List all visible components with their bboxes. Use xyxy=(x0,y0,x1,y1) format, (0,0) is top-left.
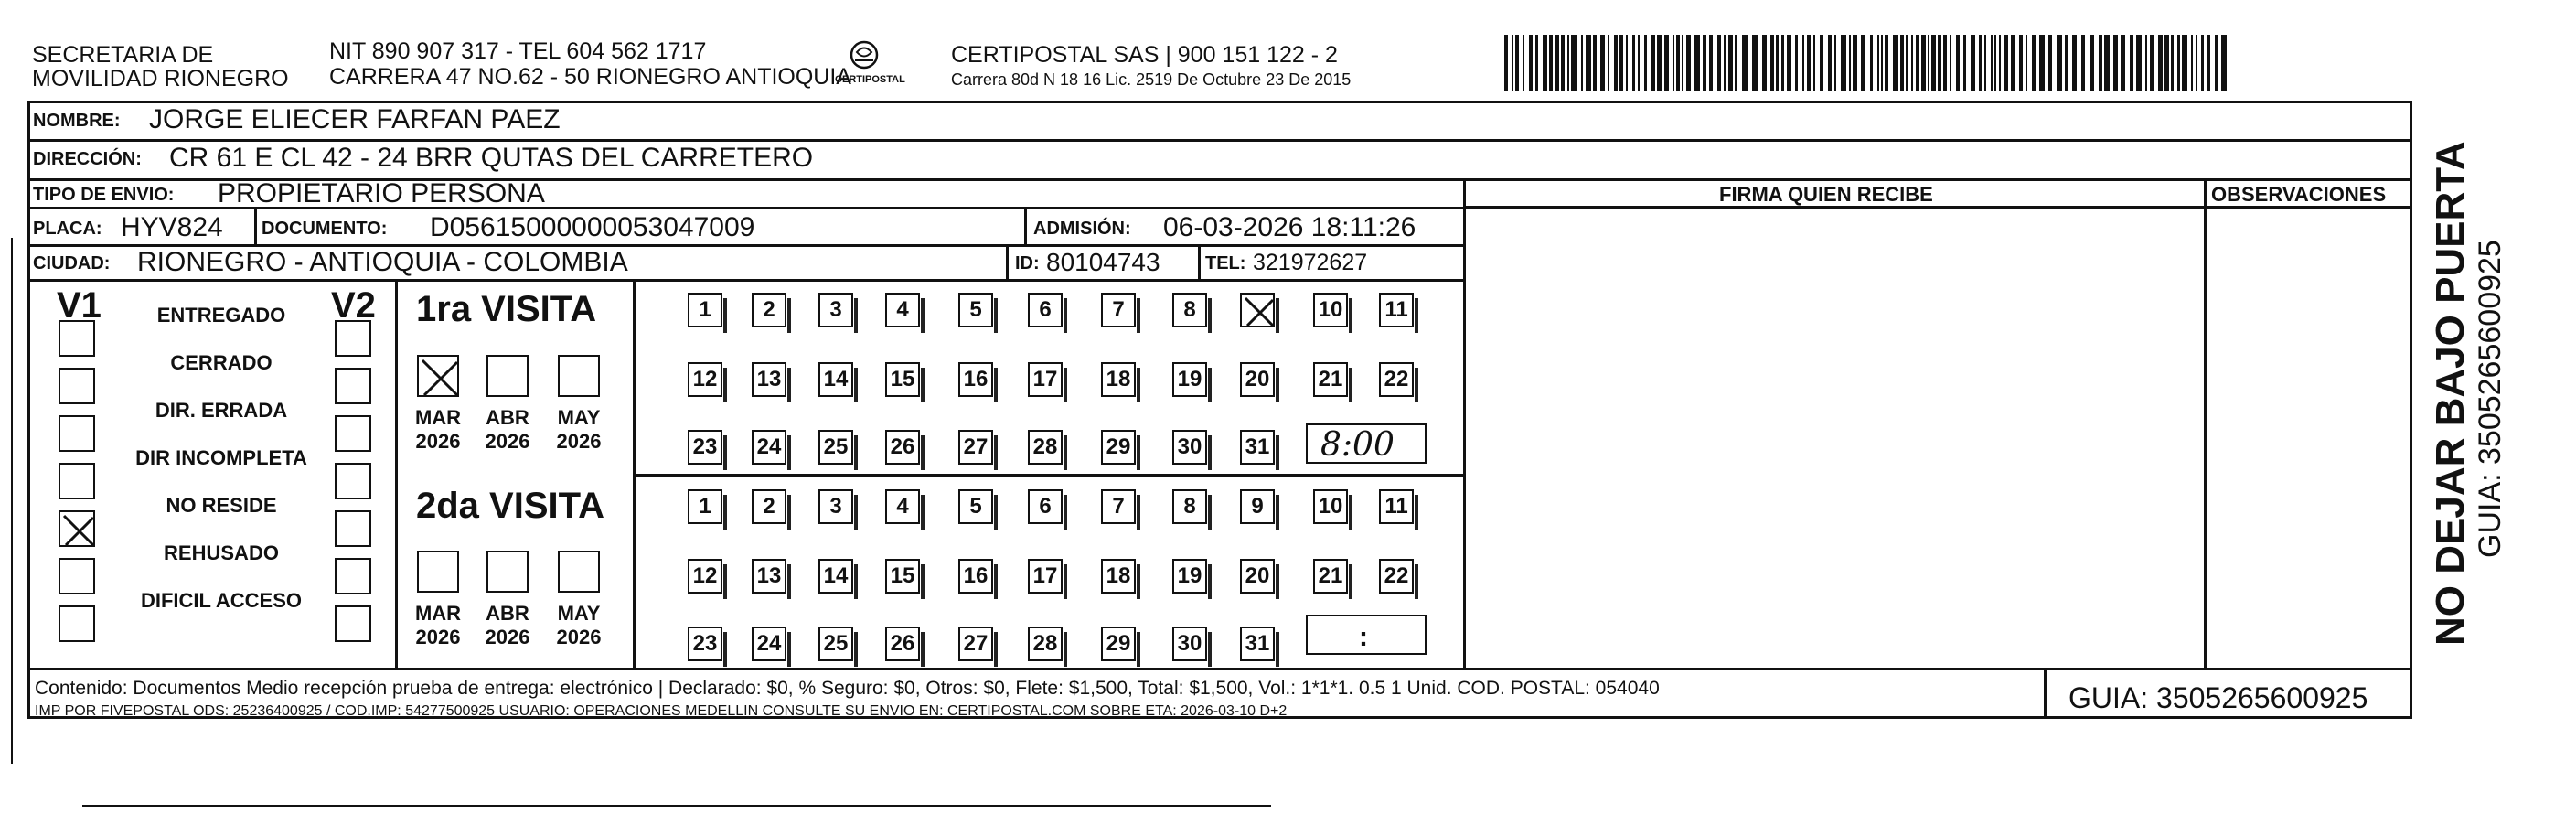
first-day-box: 24 xyxy=(752,430,786,465)
first-day-box: 28 xyxy=(1028,430,1063,465)
first-month-name: MAY xyxy=(557,406,601,429)
first-day-box: 12 xyxy=(688,362,722,397)
first-month-name: MAR xyxy=(414,406,462,429)
second-day-box: 18 xyxy=(1101,559,1136,594)
first-day-box: 2 xyxy=(752,293,786,327)
first-day-box: 22 xyxy=(1379,362,1414,397)
no-dejar-bajo-puerta: NO DEJAR BAJO PUERTA xyxy=(2428,141,2473,646)
second-day-box: 7 xyxy=(1101,489,1136,524)
second-day-box: 1 xyxy=(688,489,722,524)
city-value: RIONEGRO - ANTIOQUIA - COLOMBIA xyxy=(137,247,628,277)
edge-line xyxy=(11,238,13,764)
second-day-box: 20 xyxy=(1240,559,1275,594)
second-day-box: 10 xyxy=(1313,489,1348,524)
footer-guia: GUIA: 3505265600925 xyxy=(2068,681,2368,714)
barcode xyxy=(1504,35,2227,91)
first-day-box: 16 xyxy=(958,362,993,397)
first-month-year: 2026 xyxy=(556,430,602,453)
first-day-mark xyxy=(1242,295,1277,329)
second-day-box: 15 xyxy=(885,559,920,594)
first-day-box: 11 xyxy=(1379,293,1414,327)
second-day-box: 27 xyxy=(958,627,993,661)
status-option-label: CERRADO xyxy=(170,351,273,374)
second-day-box: 8 xyxy=(1172,489,1207,524)
guia-divider xyxy=(2044,668,2047,719)
cell-divider xyxy=(1006,244,1009,279)
second-month-name: MAY xyxy=(557,602,601,625)
second-month-year: 2026 xyxy=(485,626,530,648)
first-day-box: 13 xyxy=(752,362,786,397)
second-day-box: 6 xyxy=(1028,489,1063,524)
v2-header: V2 xyxy=(331,285,376,326)
first-day-box: 19 xyxy=(1172,362,1207,397)
second-visit-time xyxy=(1306,615,1427,655)
first-day-box: 10 xyxy=(1313,293,1348,327)
first-month-check-mark xyxy=(419,357,461,399)
first-day-box xyxy=(1240,293,1275,327)
second-day-box: 17 xyxy=(1028,559,1063,594)
status-option-label: NO RESIDE xyxy=(166,494,277,517)
second-month-year: 2026 xyxy=(415,626,461,648)
second-day-box: 21 xyxy=(1313,559,1348,594)
first-month-year: 2026 xyxy=(415,430,461,453)
first-day-box: 25 xyxy=(818,430,853,465)
plate-value: HYV824 xyxy=(121,212,223,242)
second-month-checkbox xyxy=(417,551,459,593)
second-day-box: 19 xyxy=(1172,559,1207,594)
first-day-box: 23 xyxy=(688,430,722,465)
second-day-box: 16 xyxy=(958,559,993,594)
first-day-box: 6 xyxy=(1028,293,1063,327)
second-month-checkbox xyxy=(558,551,600,593)
signature-header: FIRMA QUIEN RECIBE xyxy=(1719,183,1933,206)
second-day-box: 24 xyxy=(752,627,786,661)
second-day-box: 26 xyxy=(885,627,920,661)
first-day-box: 26 xyxy=(885,430,920,465)
status-option-label: ENTREGADO xyxy=(156,304,286,327)
second-day-box: 23 xyxy=(688,627,722,661)
first-month-year: 2026 xyxy=(485,430,530,453)
first-day-box: 8 xyxy=(1172,293,1207,327)
first-day-box: 17 xyxy=(1028,362,1063,397)
second-day-box: 13 xyxy=(752,559,786,594)
first-month-checkbox xyxy=(558,355,600,397)
second-day-box: 31 xyxy=(1240,627,1275,661)
first-month-checkbox xyxy=(417,355,459,397)
footer-content-line: Contenido: Documentos Medio recepción prueba de entrega: electrónico | Declarado: $0, % Seguro: $0, Otros: $0, Flete: $1,500, Total: $1,500, Vol.: 1*1*1. 0.5 1 Unid. COD. POSTAL: 054040 xyxy=(35,678,1660,699)
admission-value: 06-03-2026 18:11:26 xyxy=(1163,212,1416,242)
first-day-box: 20 xyxy=(1240,362,1275,397)
visit-divider xyxy=(633,474,1463,477)
edge-line xyxy=(82,805,1271,807)
shipment-type: PROPIETARIO PERSONA xyxy=(218,178,545,209)
row-divider xyxy=(27,668,2412,670)
column-divider xyxy=(2204,178,2207,668)
sender-line-2: MOVILIDAD RIONEGRO xyxy=(32,66,289,91)
first-month-name: ABR xyxy=(486,406,529,429)
admission-label: ADMISIÓN: xyxy=(1033,219,1131,239)
document-label: DOCUMENTO: xyxy=(262,219,388,239)
cell-divider xyxy=(395,279,398,668)
document-value: D05615000000053047009 xyxy=(430,212,755,242)
address-line: CARRERA 47 NO.62 - 50 RIONEGRO ANTIOQUIA xyxy=(329,64,851,90)
logo-text: CERTIPOSTAL xyxy=(835,74,905,85)
status-option-label: REHUSADO xyxy=(164,541,279,564)
first-day-box: 4 xyxy=(885,293,920,327)
address-label: DIRECCIÓN: xyxy=(33,149,142,169)
side-guia: GUIA: 3505265600925 xyxy=(2473,240,2507,558)
type-label: TIPO DE ENVIO: xyxy=(33,185,175,205)
second-day-box: 11 xyxy=(1379,489,1414,524)
first-day-box: 27 xyxy=(958,430,993,465)
second-month-year: 2026 xyxy=(556,626,602,648)
second-visit-time-value: : xyxy=(1359,622,1368,652)
side-guia-block xyxy=(2474,174,2511,558)
id-label: ID: xyxy=(1015,253,1040,273)
carrier-line-2: Carrera 80d N 18 16 Lic. 2519 De Octubre 23 De 2015 xyxy=(951,70,1352,89)
status-option-label: DIR INCOMPLETA xyxy=(135,446,307,469)
footer-print-line: IMP POR FIVEPOSTAL ODS: 25236400925 / COD.IMP: 54277500925 USUARIO: OPERACIONES MEDELLIN CONSULTE SU ENVIO EN: CERTIPOSTAL.COM SOBRE ETA: 2026-03-10 D+2 xyxy=(35,703,1288,719)
name-label: NOMBRE: xyxy=(33,111,121,131)
nit-line: NIT 890 907 317 - TEL 604 562 1717 xyxy=(329,38,707,64)
plate-label: PLACA: xyxy=(33,219,102,239)
row-divider xyxy=(27,139,2412,142)
second-day-box: 4 xyxy=(885,489,920,524)
second-day-box: 3 xyxy=(818,489,853,524)
first-visit-time xyxy=(1306,423,1427,464)
second-day-box: 29 xyxy=(1101,627,1136,661)
v1-header: V1 xyxy=(57,285,102,326)
row-divider xyxy=(27,279,1463,282)
second-day-box: 2 xyxy=(752,489,786,524)
cell-divider xyxy=(1024,207,1027,244)
cell-divider xyxy=(254,207,257,244)
first-day-box: 30 xyxy=(1172,430,1207,465)
first-day-box: 7 xyxy=(1101,293,1136,327)
first-day-box: 15 xyxy=(885,362,920,397)
second-visit-title: 2da VISITA xyxy=(416,486,604,526)
first-day-box: 18 xyxy=(1101,362,1136,397)
recipient-name: JORGE ELIECER FARFAN PAEZ xyxy=(149,104,561,134)
first-day-box: 29 xyxy=(1101,430,1136,465)
second-day-box: 25 xyxy=(818,627,853,661)
first-day-box: 1 xyxy=(688,293,722,327)
first-day-box: 3 xyxy=(818,293,853,327)
first-day-box: 5 xyxy=(958,293,993,327)
first-visit-time-value: 8:00 xyxy=(1320,426,1395,464)
observations-header: OBSERVACIONES xyxy=(2211,183,2387,206)
recipient-address: CR 61 E CL 42 - 24 BRR QUTAS DEL CARRETERO xyxy=(169,143,814,173)
status-option-label: DIFICIL ACCESO xyxy=(140,589,302,612)
tel-value: 321972627 xyxy=(1253,250,1368,275)
status-option-label: DIR. ERRADA xyxy=(155,399,288,422)
cell-divider xyxy=(1198,244,1201,279)
second-month-name: MAR xyxy=(414,602,462,625)
first-day-box: 31 xyxy=(1240,430,1275,465)
second-month-name: ABR xyxy=(486,602,529,625)
sender-line-1: SECRETARIA DE xyxy=(32,42,214,68)
second-day-box: 22 xyxy=(1379,559,1414,594)
second-day-box: 9 xyxy=(1240,489,1275,524)
first-month-checkbox xyxy=(486,355,529,397)
column-divider xyxy=(1463,178,1466,668)
row-divider xyxy=(1463,178,2412,181)
carrier-line-1: CERTIPOSTAL SAS | 900 151 122 - 2 xyxy=(951,42,1338,68)
first-day-box: 14 xyxy=(818,362,853,397)
city-label: CIUDAD: xyxy=(33,253,111,273)
second-day-box: 5 xyxy=(958,489,993,524)
second-month-checkbox xyxy=(486,551,529,593)
second-day-box: 28 xyxy=(1028,627,1063,661)
first-visit-title: 1ra VISITA xyxy=(416,289,597,329)
first-day-box: 21 xyxy=(1313,362,1348,397)
id-value: 80104743 xyxy=(1046,248,1160,276)
second-day-box: 12 xyxy=(688,559,722,594)
tel-label: TEL: xyxy=(1205,253,1246,273)
second-day-box: 14 xyxy=(818,559,853,594)
second-day-box: 30 xyxy=(1172,627,1207,661)
row-divider xyxy=(1463,206,2412,209)
